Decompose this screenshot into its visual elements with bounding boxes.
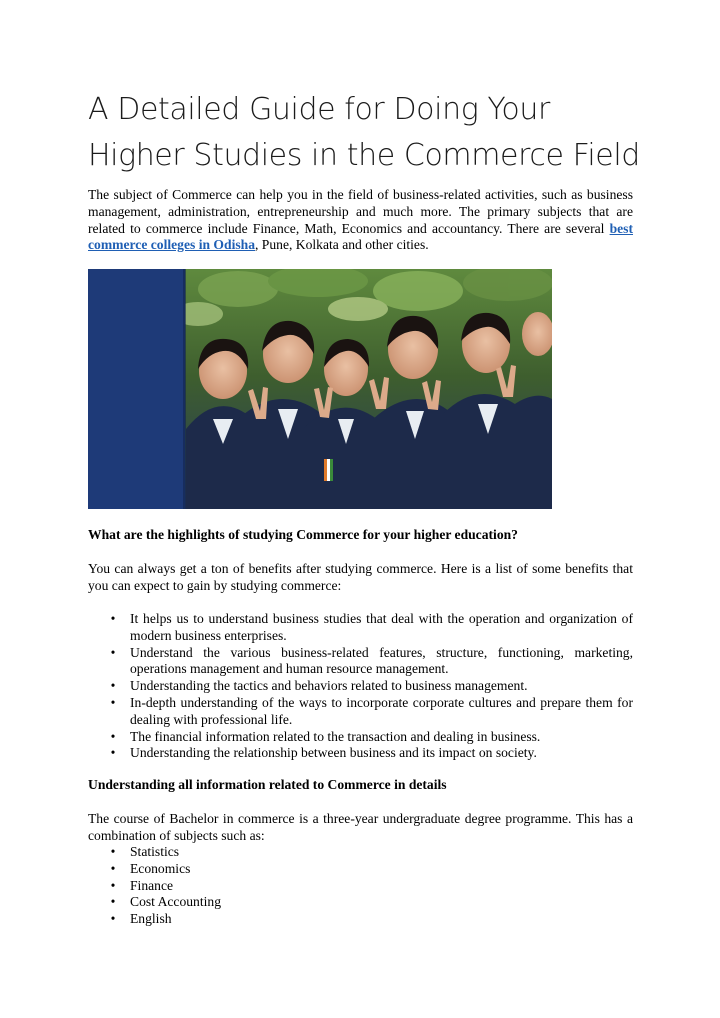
list-item: • Statistics	[88, 844, 633, 861]
list-item: • It helps us to understand business studies that deal with the operation and organization of modern business enterprises.	[88, 611, 633, 645]
article-title: A Detailed Guide for Doing Your Higher Studies in the Commerce Field	[88, 92, 640, 173]
highlights-heading: What are the highlights of studying Commerce for your higher education?	[88, 527, 518, 542]
list-item: • Understanding the relationship between business and its impact on society.	[88, 745, 633, 762]
bullet-icon: •	[110, 860, 116, 876]
bullet-icon: •	[110, 728, 116, 744]
bullet-icon: •	[110, 844, 116, 859]
subjects-list	[88, 844, 633, 928]
bullet-icon: •	[110, 611, 116, 626]
list-item: • Finance	[88, 878, 633, 895]
bullet-icon: •	[110, 877, 116, 893]
list-item: • English	[88, 911, 633, 928]
list-item: • Understand the various business-related features, structure, functioning, marketing, operations management and human resource management.	[88, 645, 633, 679]
bullet-icon: •	[110, 678, 116, 694]
list-item: • Cost Accounting	[88, 894, 633, 911]
intro-paragraph	[88, 187, 633, 254]
highlights-paragraph: You can always get a ton of benefits after studying commerce. Here is a list of some benefits that you can expect to gain by studying commerce:	[88, 561, 633, 593]
intro-text-end: , Pune, Kolkata and other cities.	[255, 237, 429, 253]
intro-text-start: The subject of Commerce can help you in the field of business-related activities, such as business management, administration, entrepreneurship and much more. The primary subjects that are related to commerce include Finance, Math, Economics and accountancy. There are several	[88, 187, 633, 236]
bullet-icon: •	[110, 644, 116, 660]
list-item: • The financial information related to the transaction and dealing in business.	[88, 729, 633, 746]
details-heading: Understanding all information related to Commerce in details	[88, 777, 447, 792]
bullet-icon: •	[110, 694, 116, 710]
benefits-list	[88, 611, 633, 762]
list-item: • In-depth understanding of the ways to incorporate corporate cultures and prepare them for dealing with professional life.	[88, 695, 633, 729]
bullet-icon: •	[110, 745, 116, 761]
colleges-link[interactable]: best commerce colleges in Odisha	[88, 220, 633, 253]
bullet-icon: •	[110, 911, 116, 927]
list-item: • Understanding the tactics and behaviors related to business management.	[88, 678, 633, 695]
students-photo	[88, 269, 552, 509]
list-item: • Economics	[88, 861, 633, 878]
bullet-icon: •	[110, 894, 116, 910]
details-paragraph: The course of Bachelor in commerce is a three-year undergraduate degree programme. This has a combination of subjects such as:	[88, 811, 633, 843]
